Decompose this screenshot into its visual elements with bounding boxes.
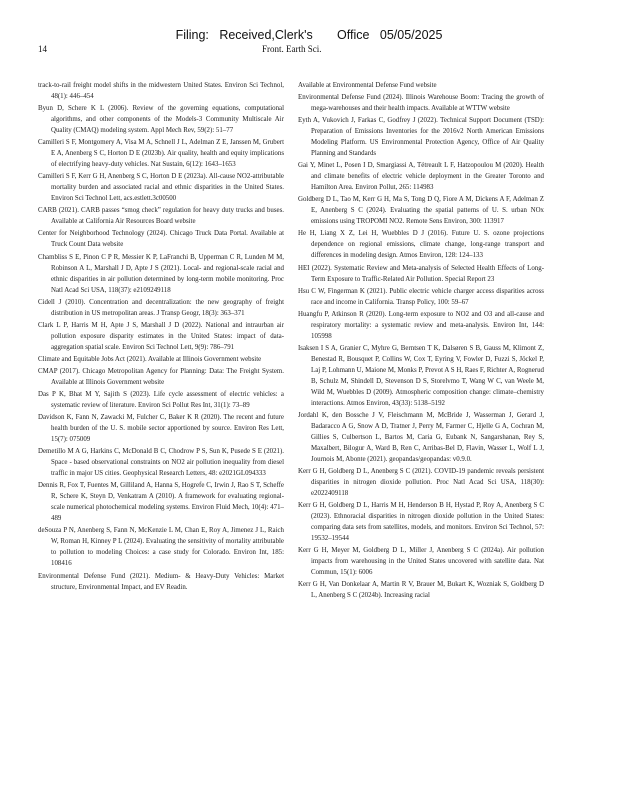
reference-entry: Huangfu P, Atkinson R (2020). Long-term exposure to NO2 and O3 and all-cause and respiratory mortality: a systematic review and meta-analysis. Environ Int, 144: 105998 xyxy=(298,310,544,340)
reference-entry: Cidell J (2010). Concentration and decentralization: the new geography of freight distribution in US metropolitan areas. J Transp Geogr, 18(3): 363–371 xyxy=(38,298,284,317)
reference-entry: Davidson K, Fann N, Zawacki M, Fulcher C, Baker K R (2020). The recent and future health burden of the U. S. mobile sector apportioned by source. Environ Res Lett, 15(7): 075009 xyxy=(38,414,284,444)
reference-entry: Hsu C W, Fingerman K (2021). Public electric vehicle charger access disparities across race and income in California. Transp Policy, 100: 59–67 xyxy=(298,287,544,306)
reference-entry: Kerr G H, Goldberg D L, Harris M H, Henderson B H, Hystad P, Roy A, Anenberg S C (2023). Ethnoracial disparities in nitrogen dioxide pollution in the United States: comparing data sets from satellites, models, and monitors. Environ Sci Technol, 57: 19532–19544 xyxy=(298,502,544,543)
reference-entry: Jordahl K, den Bossche J V, Fleischmann M, McBride J, Wasserman J, Gerard J, Badaracco A G, Snow A D, Tratner J, Perry M, Farmer C, Hjelle G A, Cochran M, Gillies S, Culbertson L, Bartos M, Caria G, Eubank N, Sangarshanan, Rey S, Maxalbert, Bilogur A, Ward B, Ren C, Arribas-Bel D, Flavin, Wasser L, Wolf L J, Journois M, Abonte (2021). geopandas/geopandas: v0.9.0. xyxy=(298,411,544,463)
reference-entry: CMAP (2017). Chicago Metropolitan Agency for Planning: Data: The Freight System. Available at Illinois Government website xyxy=(38,367,284,386)
reference-entry: Environmental Defense Fund (2024). Illinois Warehouse Boom: Tracing the growth of mega-warehouses and their health impacts. Available at WTTW website xyxy=(298,94,544,113)
reference-entry: Camilleri S F, Kerr G H, Anenberg S C, Horton D E (2023a). All-cause NO2-attributable mortality burden and associated racial and ethnic disparities in the United States. Environ Sci Technol Lett, acs.estlett.3c00500 xyxy=(38,173,284,203)
reference-entry: Kerr G H, Van Donkelaar A, Martin R V, Brauer M, Bukart K, Wozniak S, Goldberg D L, Anenberg S C (2024b). Increasing racial xyxy=(298,581,544,600)
reference-entry: He H, Liang X Z, Lei H, Wuebbles D J (2016). Future U. S. ozone projections dependence on regional emissions, climate change, long-range transport and differences in modeling design. Atmos Environ, 128: 124–133 xyxy=(298,230,544,260)
reference-entry: Byun D, Schere K L (2006). Review of the governing equations, computational algorithms, and other components of the Models-3 Community Multiscale Air Quality (CMAQ) modeling system. Appl Mech Rev, 59(2): 51–77 xyxy=(38,105,284,135)
reference-entry: Demetillo M A G, Harkins C, McDonald B C, Chodrow P S, Sun K, Pusede S E (2021). Space - based observational constraints on NO2 air pollution inequality from diesel traffic in major US cities. Geophysical Research Letters, 48: e2021GL094333 xyxy=(38,448,284,478)
reference-entry: Isaksen I S A, Granier C, Myhre G, Berntsen T K, Dalsøren S B, Gauss M, Klimont Z, Benestad R, Bousquet P, Collins W, Cox T, Eyring V, Fowler D, Fuzzi S, Jöckel P, Laj P, Lohmann U, Maione M, Monks P, Prevot A S H, Raes F, Richter A, Rognerud B, Schulz M, Shindell D, Stevenson D S, Storelvmo T, Wang W C, van Weele M, Wild M, Wuebbles D (2009). Atmospheric composition change: climate–chemistry interactions. Atmos Environ, 43(33): 5138–5192 xyxy=(298,344,544,407)
page-number: 14 xyxy=(38,44,47,54)
reference-entry: HEI (2022). Systematic Review and Meta-analysis of Selected Health Effects of Long-Term Exposure to Traffic-Related Air Pollution. Special Report 23 xyxy=(298,264,544,283)
reference-entry: Chambliss S E, Pinon C P R, Messier K P, LaFranchi B, Upperman C R, Lunden M M, Robinson A L, Marshall J D, Apte J S (2021). Local- and regional-scale racial and ethnic disparities in air pollution determined by long-term mobile monitoring. Proc Natl Acad Sci USA, 118(37): e2109249118 xyxy=(38,253,284,294)
reference-entry: Eyth A, Vukovich J, Farkas C, Godfrey J (2022). Technical Support Document (TSD): Preparation of Emissions Inventories for the 2016v2 North American Emissions Modeling Platform. US Environmental Protection Agency, Office of Air Quality Planning and Standards xyxy=(298,117,544,158)
reference-entry: Kerr G H, Goldberg D L, Anenberg S C (2021). COVID-19 pandemic reveals persistent disparities in nitrogen dioxide pollution. Proc Natl Acad Sci USA, 118(30): e2022409118 xyxy=(298,468,544,498)
reference-entry: Available at Environmental Defense Fund website xyxy=(298,82,437,89)
reference-entry: Dennis R, Fox T, Fuentes M, Gilliland A, Hanna S, Hogrefe C, Irwin J, Rao S T, Scheffe R, Schere K, Steyn D, Venkatram A (2010). A framework for evaluating regional-scale numerical photochemical modeling systems. Environ Fluid Mech, 10(4): 471–489 xyxy=(38,482,284,523)
reference-entry: track-to-rail freight model shifts in the midwestern United States. Environ Sci Technol, 48(1): 446–454 xyxy=(38,82,284,100)
reference-entry: Camilleri S F, Montgomery A, Visa M A, Schnell J L, Adelman Z E, Janssen M, Grubert E A, Anenberg S C, Horton D E (2023b). Air quality, health and equity implications of electrifying heavy-duty vehicles. Nat Sustain, 6(12): 1643–1653 xyxy=(38,139,284,169)
reference-entry: deSouza P N, Anenberg S, Fann N, McKenzie L M, Chan E, Roy A, Jimenez J L, Raich W, Roman H, Kinney P L (2024). Evaluating the sensitivity of mortality attributable to pollution to modeling Choices: a case study for Colorado. Environ Int, 185: 108416 xyxy=(38,527,284,568)
references-right-column xyxy=(298,80,544,602)
reference-entry: Kerr G H, Meyer M, Goldberg D L, Miller J, Anenberg S C (2024a). Air pollution impacts from warehousing in the United States uncovered with satellite data. Nat Commun, 15(1): 6006 xyxy=(298,547,544,577)
reference-entry: CARB (2021). CARB passes “smog check” regulation for heavy duty trucks and buses. Available at California Air Resources Board website xyxy=(38,207,284,226)
reference-entry: Clark L P, Harris M H, Apte J S, Marshall J D (2022). National and intraurban air pollution exposure disparity estimates in the United States: impact of data-aggregation spatial scale. Environ Sci Technol Lett, 9(9): 786–791 xyxy=(38,321,284,351)
reference-entry: Das P K, Bhat M Y, Sajith S (2023). Life cycle assessment of electric vehicles: a systematic review of literature. Environ Sci Pollut Res Int, 31(1): 73–89 xyxy=(38,391,284,410)
filing-stamp: Filing: Received,Clerk's Office 05/05/2025 xyxy=(175,28,443,42)
reference-entry: Environmental Defense Fund (2021). Medium- & Heavy-Duty Vehicles: Market structure, Environmental Impact, and EV Readin. xyxy=(38,572,284,591)
reference-entry: Climate and Equitable Jobs Act (2021). Available at Illinois Government website xyxy=(38,355,262,363)
reference-entry: Center for Neighborhood Technology (2024). Chicago Truck Data Portal. Available at Truck Count Data website xyxy=(38,230,284,249)
journal-name: Front. Earth Sci. xyxy=(262,44,322,54)
reference-entry: Gai Y, Minet L, Posen I D, Smargiassi A, Tétreault L F, Hatzopoulou M (2020). Health and climate benefits of electric vehicle deployment in the Greater Toronto and Hamilton Area. Environ Pollut, 265: 114983 xyxy=(298,162,544,192)
references-left-column xyxy=(38,80,284,594)
reference-entry: Goldberg D L, Tao M, Kerr G H, Ma S, Tong D Q, Fiore A M, Dickens A F, Adelman Z E, Anenberg S C (2024). Evaluating the spatial patterns of U. S. urban NOx emissions using TROPOMI NO2. Remote Sens Environ, 300: 113917 xyxy=(298,196,544,226)
